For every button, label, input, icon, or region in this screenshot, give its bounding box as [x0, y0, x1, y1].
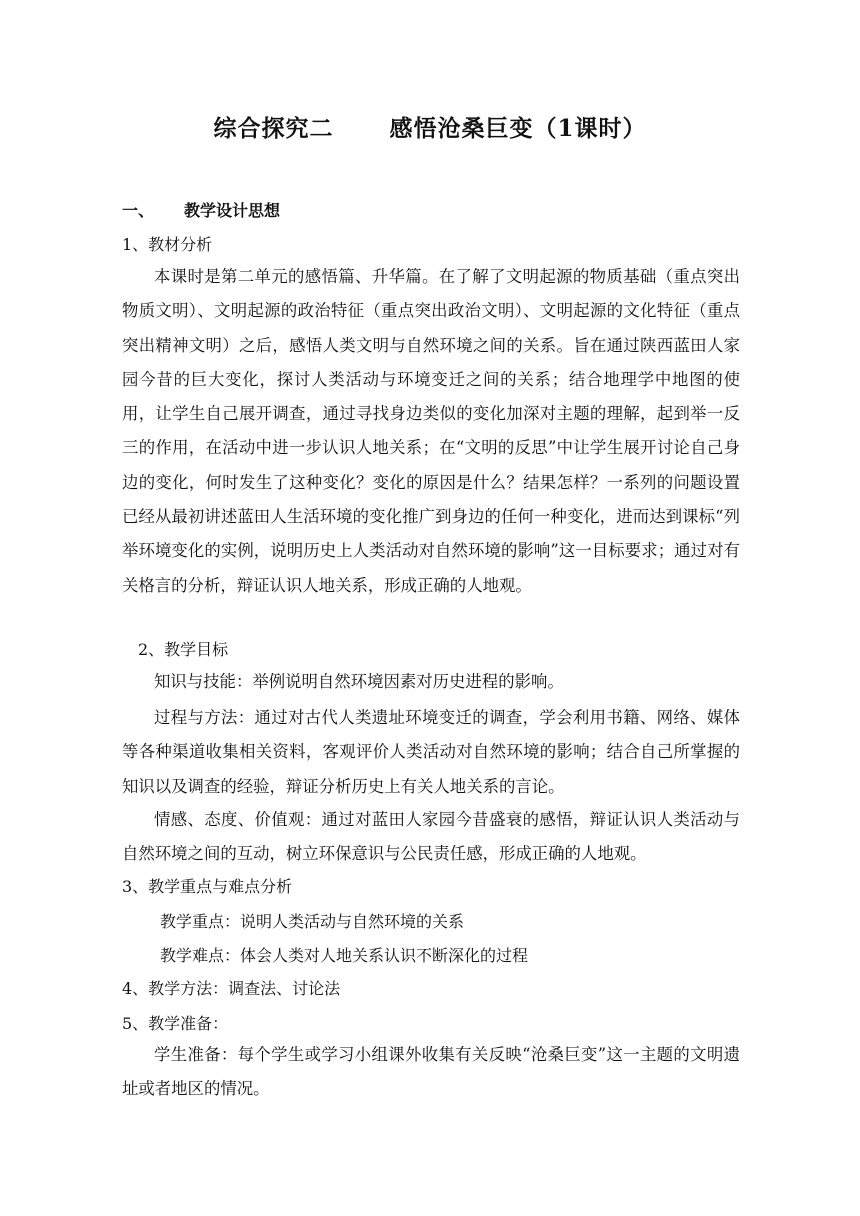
- part-1-body: 本课时是第二单元的感悟篇、升华篇。在了解了文明起源的物质基础（重点突出物质文明）、文明起源的政治特征（重点突出政治文明）、文明起源的文化特征（重点突出精神文明）之后，感悟人类文明与自然环境之间的关系。旨在通过陕西蓝田人家园今昔的巨大变化，探讨人类活动与环境变迁之间的关系；结合地理学中地图的使用，让学生自己展开调查，通过寻找身边类似的变化加深对主题的理解，起到举一反三的作用，在活动中进一步认识人地关系；在“文明的反思”中让学生展开讨论自己身边的变化，何时发生了这种变化？变化的原因是什么？结果怎样？一系列的问题设置已经从最初讲述蓝田人生活环境的变化推广到身边的任何一种变化，进而达到课标“列举环境变化的实例，说明历史上人类活动对自然环境的影响”这一目标要求；通过对有关格言的分析，辩证认识人地关系，形成正确的人地观。: [122, 267, 740, 595]
- part-5-body: 学生准备：每个学生或学习小组课外收集有关反映“沧桑巨变”这一主题的文明遗址或者地区的情况。: [122, 1045, 740, 1099]
- section-1-number: 一、: [122, 201, 155, 220]
- part-5-heading: 5、教学准备：: [122, 1014, 229, 1033]
- title-right: 感悟沧桑巨变（1课时）: [389, 115, 647, 142]
- part-4-heading: 4、教学方法：调查法、讨论法: [122, 979, 341, 998]
- part-3-heading: 3、教学重点与难点分析: [122, 877, 293, 896]
- part-1-heading: 1、教材分析: [122, 235, 213, 254]
- part-2-heading: 2、教学目标: [138, 640, 229, 659]
- objective-emotion: 情感、态度、价值观：通过对蓝田人家园今昔盛衰的感悟，辩证认识人类活动与自然环境之间的互动，树立环保意识与公民责任感，形成正确的人地观。: [122, 810, 740, 864]
- objective-process: 过程与方法：通过对古代人类遗址环境变迁的调查，学会利用书籍、网络、媒体等各种渠道收集相关资料，客观评价人类活动对自然环境的影响；结合自己所掌握的知识以及调查的经验，辩证分析历史上有关人地关系的言论。: [122, 708, 740, 796]
- section-1-heading: [122, 201, 280, 221]
- title-left: 综合探究二: [213, 115, 334, 142]
- key-point: 教学重点：说明人类活动与自然环境的关系: [160, 912, 465, 931]
- difficulty-point: 教学难点：体会人类对人地关系认识不断深化的过程: [160, 946, 529, 965]
- document-title: [0, 110, 860, 143]
- objective-knowledge: 知识与技能：举例说明自然环境因素对历史进程的影响。: [154, 672, 564, 691]
- section-1-title: 教学设计思想: [184, 201, 281, 220]
